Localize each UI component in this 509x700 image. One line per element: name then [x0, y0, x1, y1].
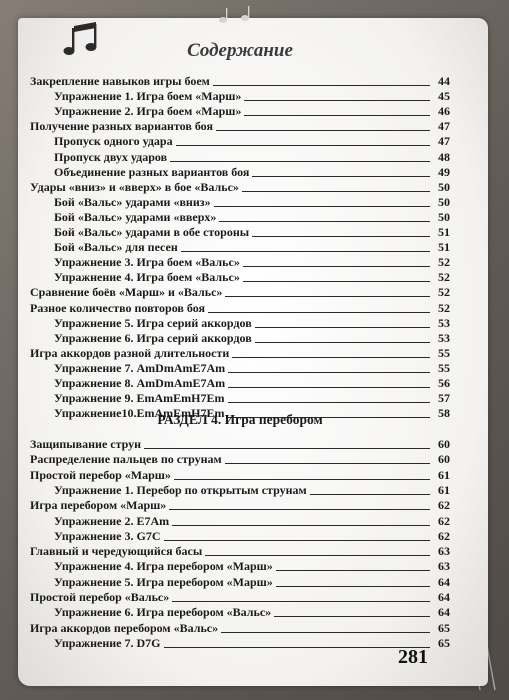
toc-entry-title: Простой перебор «Вальс»: [30, 590, 170, 604]
toc-entry-page: 48: [438, 149, 450, 164]
toc-leader-line: [181, 251, 430, 252]
toc-entry: [54, 374, 450, 390]
toc-leader-line: [170, 161, 430, 162]
toc-entry-title: Упражнение 1. Игра боем «Марш»: [54, 89, 242, 104]
toc-entry-page: 47: [438, 134, 450, 149]
toc-leader-line: [255, 342, 430, 343]
toc-entry-title: Упражнение 7. AmDmAmE7Am: [54, 360, 226, 375]
toc-leader-line: [164, 540, 430, 541]
toc-entry: [30, 450, 450, 466]
toc-entry: [30, 344, 450, 360]
toc-entry-page: 58: [438, 406, 450, 421]
toc-entry: [54, 163, 450, 179]
toc-entry-page: 61: [438, 482, 450, 497]
toc-leader-line: [221, 632, 430, 633]
toc-leader-line: [164, 647, 430, 648]
toc-entry: [54, 389, 450, 405]
toc-entry-page: 52: [438, 255, 450, 270]
toc-entry: [54, 557, 450, 573]
toc-leader-line: [228, 402, 430, 403]
toc-entry-title: Игра аккордов перебором «Вальс»: [30, 620, 219, 635]
toc-leader-line: [169, 509, 430, 510]
toc-entry-title: Упражнение 8. AmDmAmE7Am: [54, 376, 226, 390]
toc-entry-page: 55: [438, 345, 450, 360]
toc-entry-page: 52: [438, 285, 450, 300]
toc-entry-page: 60: [438, 437, 450, 451]
toc-entry-title: Упражнение 4. Игра перебором «Марш»: [54, 559, 273, 574]
toc-entry-title: Игра аккордов разной длительности: [30, 345, 230, 360]
toc-leader-line: [174, 479, 430, 480]
toc-entry-page: 51: [438, 225, 450, 239]
toc-entry-page: 57: [438, 391, 450, 406]
toc-entry-page: 65: [438, 620, 450, 635]
toc-entry-page: 62: [438, 498, 450, 513]
page-number: 281: [398, 646, 428, 668]
toc-entry: [30, 619, 450, 635]
toc-entry-page: 63: [438, 544, 450, 559]
toc-leader-line: [213, 85, 430, 86]
toc-entry: [30, 178, 450, 194]
toc-entry-page: 53: [438, 330, 450, 345]
toc-leader-line: [225, 463, 430, 464]
toc-entry-title: Упражнение 1. Перебор по открытым струнам: [54, 482, 307, 497]
toc-entry-page: 46: [438, 104, 450, 119]
toc-entry: [54, 268, 450, 284]
toc-entry-page: 53: [438, 315, 450, 330]
toc-entry: [54, 253, 450, 269]
toc-leader-line: [172, 601, 430, 602]
toc-entry-page: 50: [438, 209, 450, 224]
toc-entry-title: Упражнение 6. Игра перебором «Вальс»: [54, 605, 272, 620]
toc-entry: [54, 148, 450, 164]
toc-entry: [54, 481, 450, 497]
toc-leader-line: [252, 236, 430, 237]
toc-leader-line: [176, 145, 430, 146]
toc-entry: [54, 314, 450, 330]
toc-entry: [30, 466, 450, 482]
toc-entry-title: Пропуск двух ударов: [54, 149, 168, 164]
toc-entry-page: 64: [438, 590, 450, 604]
toc-entry-page: 44: [438, 74, 450, 88]
toc-content: [30, 0, 450, 700]
toc-entry: [30, 435, 450, 451]
toc-leader-line: [243, 281, 430, 282]
toc-entry-title: Упражнение 5. Игра серий аккордов: [54, 315, 252, 330]
toc-entry: [54, 634, 450, 650]
toc-leader-line: [228, 372, 430, 373]
toc-entry-page: 51: [438, 240, 450, 255]
toc-entry-title: Сравнение боёв «Марш» и «Вальс»: [30, 285, 223, 300]
toc-entry-page: 50: [438, 194, 450, 209]
toc-entry-title: Упражнение10.EmAmEmH7Em: [54, 406, 225, 421]
toc-leader-line: [274, 616, 430, 617]
toc-entry: [30, 72, 450, 88]
toc-leader-line: [244, 115, 430, 116]
toc-entry-title: Получение разных вариантов боя: [30, 119, 213, 134]
toc-entry: [30, 542, 450, 558]
toc-entry-title: Бой «Вальс» для песен: [54, 240, 178, 255]
toc-entry-title: Бой «Вальс» ударами «вниз»: [54, 194, 211, 209]
toc-entry-page: 52: [438, 300, 450, 315]
toc-leader-line: [144, 448, 430, 449]
toc-leader-line: [310, 494, 430, 495]
toc-leader-line: [244, 100, 430, 101]
toc-entry-title: Разное количество повторов боя: [30, 300, 205, 315]
toc-entry: [54, 102, 450, 118]
toc-entry-page: 63: [438, 559, 450, 574]
toc-leader-line: [242, 191, 430, 192]
toc-entry: [54, 132, 450, 148]
toc-entry-title: Пропуск одного удара: [54, 134, 173, 149]
toc-entry: [54, 603, 450, 619]
toc-leader-line: [243, 266, 430, 267]
toc-entry-page: 65: [438, 635, 450, 650]
toc-entry: [54, 208, 450, 224]
toc-entry-page: 45: [438, 89, 450, 104]
toc-entry-title: Распределение пальцев по струнам: [30, 452, 222, 467]
toc-entry-title: Объединение разных вариантов боя: [54, 164, 250, 179]
toc-entry-title: Бой «Вальс» ударами в обе стороны: [54, 225, 250, 239]
toc-entry: [30, 283, 450, 299]
toc-leader-line: [276, 586, 430, 587]
toc-entry: [54, 527, 450, 543]
toc-entry-title: Упражнение 5. Игра перебором «Марш»: [54, 574, 273, 589]
toc-leader-line: [214, 206, 430, 207]
toc-entry-title: Упражнение 2. Игра боем «Марш»: [54, 104, 242, 119]
toc-entry: [30, 299, 450, 315]
toc-entry-title: Упражнение 2. E7Am: [54, 513, 170, 528]
toc-entry-title: Защипывание струн: [30, 437, 142, 451]
toc-entry-title: Упражнение 4. Игра боем «Вальс»: [54, 270, 240, 285]
toc-entry-title: Упражнение 3. Игра боем «Вальс»: [54, 255, 240, 270]
toc-entry-title: Упражнение 9. EmAmEmH7Em: [54, 391, 225, 406]
toc-leader-line: [208, 312, 430, 313]
toc-entry: [30, 117, 450, 133]
toc-entry-title: Упражнение 7. D7G: [54, 635, 161, 650]
toc-entry-page: 60: [438, 452, 450, 467]
toc-entry-title: Закрепление навыков игры боем: [30, 74, 210, 88]
toc-entry-title: Бой «Вальс» ударами «вверх»: [54, 209, 217, 224]
toc-leader-line: [225, 296, 430, 297]
section-heading: РАЗДЕЛ 4. Игра перебором: [157, 412, 323, 427]
toc-entry-title: Удары «вниз» и «вверх» в бое «Вальс»: [30, 179, 239, 194]
toc-leader-line: [216, 130, 430, 131]
toc-entry-page: 62: [438, 528, 450, 543]
toc-entry-page: 52: [438, 270, 450, 285]
page-title: Содержание: [187, 40, 293, 61]
toc-entry-page: 62: [438, 513, 450, 528]
toc-leader-line: [219, 221, 430, 222]
toc-entry: [54, 223, 450, 239]
toc-entry: [54, 512, 450, 528]
toc-entry-page: 47: [438, 119, 450, 134]
toc-leader-line: [255, 327, 430, 328]
toc-leader-line: [228, 387, 430, 388]
toc-entry-title: Простой перебор «Марш»: [30, 467, 171, 482]
toc-entry: [54, 359, 450, 375]
toc-leader-line: [205, 555, 430, 556]
toc-entry-page: 50: [438, 179, 450, 194]
toc-leader-line: [232, 357, 430, 358]
toc-entry: [30, 588, 450, 604]
toc-entry: [54, 573, 450, 589]
toc-entry: [54, 193, 450, 209]
toc-entry: [54, 87, 450, 103]
toc-entry-page: 64: [438, 574, 450, 589]
toc-entry-page: 49: [438, 164, 450, 179]
toc-entry-title: Главный и чередующийся басы: [30, 544, 203, 559]
toc-leader-line: [172, 525, 430, 526]
toc-entry: [54, 238, 450, 254]
toc-leader-line: [252, 176, 430, 177]
toc-entry-title: Игра перебором «Марш»: [30, 498, 167, 513]
toc-entry-page: 55: [438, 360, 450, 375]
toc-leader-line: [276, 570, 430, 571]
toc-entry-page: 56: [438, 376, 450, 390]
toc-entry: [54, 329, 450, 345]
toc-entry-page: 61: [438, 467, 450, 482]
toc-entry-page: 64: [438, 605, 450, 620]
toc-entry: [30, 496, 450, 512]
toc-entry-title: Упражнение 6. Игра серий аккордов: [54, 330, 252, 345]
toc-entry-title: Упражнение 3. G7C: [54, 528, 161, 543]
